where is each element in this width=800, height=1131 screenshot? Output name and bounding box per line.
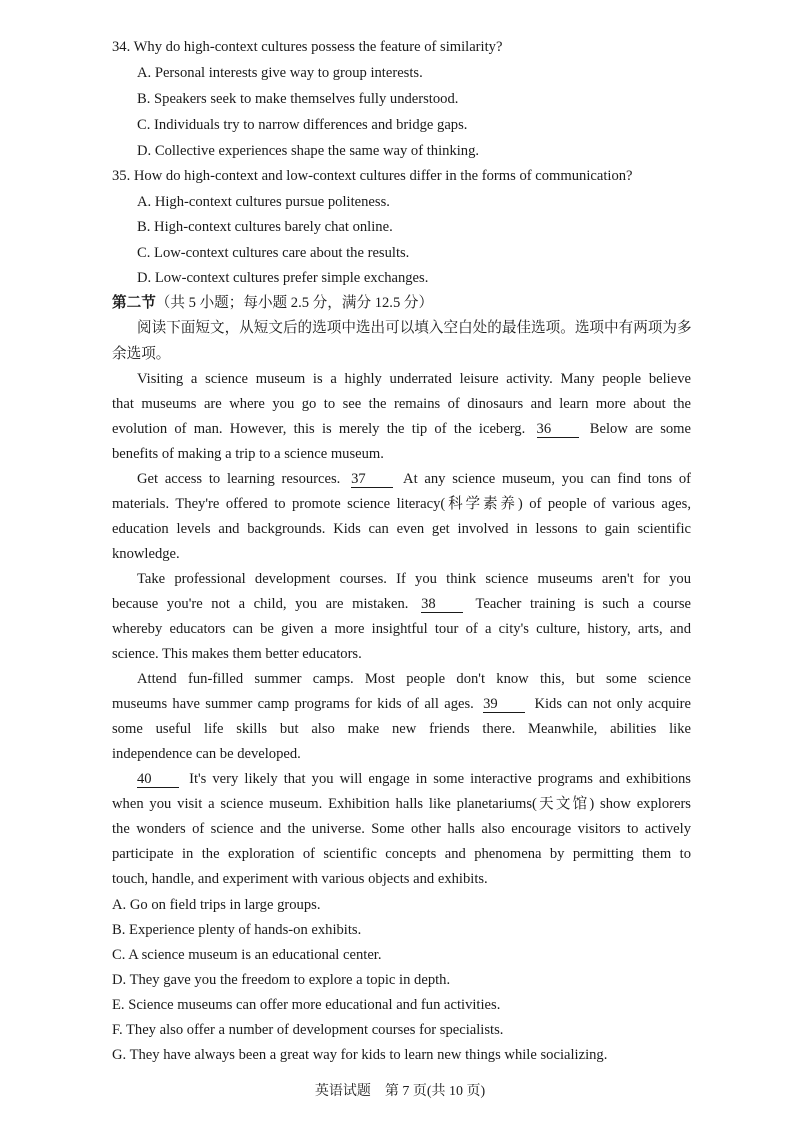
- section-instruction-line-2: 余选项。: [112, 346, 171, 362]
- passage-p3-line-2: [112, 595, 691, 613]
- passage-p5-line-2: when you visit a science museum. Exhibition halls like planetariums(天文馆) show explorers: [112, 796, 691, 812]
- passage-p5-line-1: [137, 770, 691, 788]
- passage-p5-line-5: touch, handle, and experiment with various objects and exhibits.: [112, 871, 488, 887]
- passage-p3-line-3: whereby educators can be given a more insightful tour of a city's culture, history, arts, and: [112, 621, 691, 637]
- passage-p1-line-3-after: Below are some: [589, 421, 692, 437]
- choice-f: F. They also offer a number of development courses for specialists.: [112, 1022, 504, 1038]
- passage-p3-line-1: Take professional development courses. If you think science museums aren't for you: [137, 571, 691, 587]
- passage-p2-line-1-after: At any science museum, you can find tons of: [403, 471, 691, 487]
- page-footer: 英语试题 第 7 页(共 10 页): [314, 1084, 486, 1099]
- passage-p5-line-3: the wonders of science and the universe. Some other halls also encourage visitors to actively: [112, 821, 691, 837]
- passage-p3-line-2-before: because you're not a child, you are mistaken.: [112, 596, 409, 612]
- passage-p4-line-2-after: Kids can not only acquire: [534, 696, 691, 712]
- section-subtitle: （共 5 小题；每小题 2.5 分，满分 12.5 分）: [155, 295, 434, 311]
- question-35-option-d: D. Low-context cultures prefer simple exchanges.: [137, 270, 429, 286]
- passage-p4-line-4: independence can be developed.: [112, 746, 301, 762]
- passage-p3-line-2-after: Teacher training is such a course: [475, 596, 691, 612]
- blank-39: 39: [483, 697, 525, 713]
- blank-40: 40: [137, 772, 179, 788]
- blank-38: 38: [421, 597, 463, 613]
- passage-p4-line-2-before: museums have summer camp programs for kids of all ages.: [112, 696, 474, 712]
- passage-p4-line-2: [112, 695, 691, 713]
- passage-p2-line-4: knowledge.: [112, 546, 180, 562]
- section-title: 第二节: [112, 295, 156, 311]
- question-35-option-a: A. High-context cultures pursue politeness.: [137, 194, 390, 210]
- passage-p1-line-3-text: evolution of man. However, this is merely the tip of the iceberg.: [112, 421, 526, 437]
- blank-36: 36: [537, 422, 579, 438]
- passage-p2-line-3: education levels and backgrounds. Kids can even get involved in lessons to gain scientific: [112, 521, 691, 537]
- question-34-option-a: A. Personal interests give way to group interests.: [137, 65, 423, 81]
- passage-p1-line-4: benefits of making a trip to a science museum.: [112, 446, 384, 462]
- question-35-stem: 35. How do high-context and low-context cultures differ in the forms of communication?: [112, 168, 633, 184]
- passage-p1-line-3: [112, 420, 691, 438]
- passage-p1-line-1: Visiting a science museum is a highly underrated leisure activity. Many people believe: [137, 371, 691, 387]
- question-35-option-b: B. High-context cultures barely chat online.: [137, 219, 393, 235]
- question-34-option-b: B. Speakers seek to make themselves fully understood.: [137, 91, 459, 107]
- passage-p4-line-1: Attend fun-filled summer camps. Most people don't know this, but some science: [137, 671, 691, 687]
- question-34-option-c: C. Individuals try to narrow differences and bridge gaps.: [137, 117, 468, 133]
- passage-p2-line-2: materials. They're offered to promote science literacy(科学素养) of people of various ages,: [112, 496, 691, 512]
- question-34-option-d: D. Collective experiences shape the same way of thinking.: [137, 143, 480, 159]
- section-instruction-line-1: 阅读下面短文，从短文后的选项中选出可以填入空白处的最佳选项。选项中有两项为多: [137, 320, 692, 336]
- section-header: [112, 294, 433, 312]
- passage-p2-line-1: [137, 470, 691, 488]
- choice-c: C. A science museum is an educational center.: [112, 947, 382, 963]
- passage-p1-line-2: that museums are where you go to see the remains of dinosaurs and learn more about the: [112, 396, 691, 412]
- passage-p3-line-4: science. This makes them better educators.: [112, 646, 362, 662]
- question-35-option-c: C. Low-context cultures care about the results.: [137, 245, 410, 261]
- choice-a: A. Go on field trips in large groups.: [112, 897, 321, 913]
- question-34-stem: 34. Why do high-context cultures possess the feature of similarity?: [112, 39, 503, 55]
- passage-p5-line-4: participate in the exploration of scientific concepts and phenomena by permitting them to: [112, 846, 691, 862]
- passage-p5-line-1-after: It's very likely that you will engage in some interactive programs and exhibitions: [189, 771, 691, 787]
- passage-p2-heading: Get access to learning resources.: [137, 471, 341, 487]
- blank-37: 37: [351, 472, 393, 488]
- choice-e: E. Science museums can offer more educational and fun activities.: [112, 997, 501, 1013]
- choice-d: D. They gave you the freedom to explore a topic in depth.: [112, 972, 451, 988]
- choice-b: B. Experience plenty of hands-on exhibits.: [112, 922, 362, 938]
- choice-g: G. They have always been a great way for kids to learn new things while socializing.: [112, 1047, 608, 1063]
- passage-p4-line-3: some useful life skills but also make new friends there. Meanwhile, abilities like: [112, 721, 691, 737]
